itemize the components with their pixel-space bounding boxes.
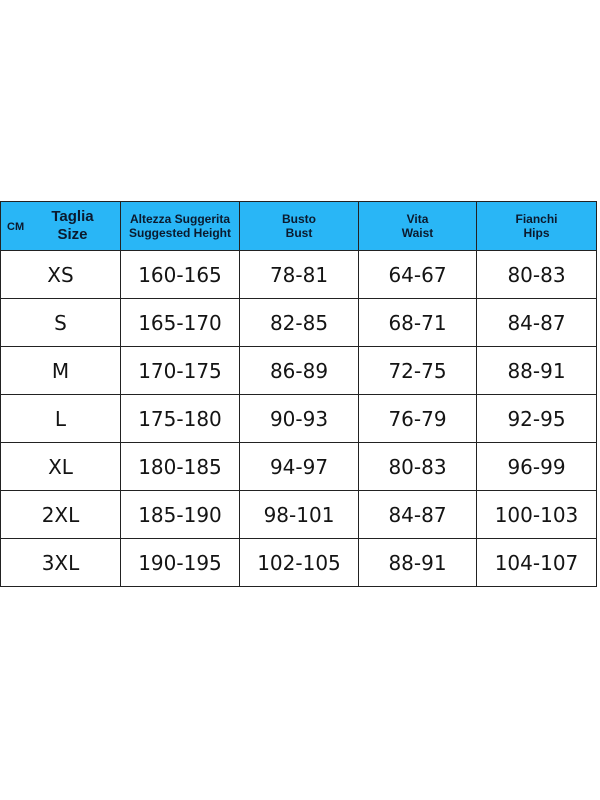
header-waist-line1: Vita [406,212,429,226]
header-hips-line2: Hips [523,226,550,240]
hips-cell: 84-87 [477,299,597,347]
bust-cell: 98-101 [240,491,359,539]
bust-cell: 82-85 [240,299,359,347]
header-hips [477,202,597,251]
table-row [1,395,597,443]
table-row [1,491,597,539]
table-row [1,251,597,299]
waist-cell: 68-71 [359,299,477,347]
height-cell: 180-185 [121,443,240,491]
bust-cell: 90-93 [240,395,359,443]
size-cell: XL [1,443,121,491]
header-bust-line1: Busto [282,212,316,226]
table-row [1,539,597,587]
waist-cell: 72-75 [359,347,477,395]
waist-cell: 76-79 [359,395,477,443]
waist-cell: 88-91 [359,539,477,587]
header-bust [240,202,359,251]
size-cell: 2XL [1,491,121,539]
header-waist [359,202,477,251]
header-waist-line2: Waist [401,226,434,240]
bust-cell: 86-89 [240,347,359,395]
height-cell: 170-175 [121,347,240,395]
hips-cell: 88-91 [477,347,597,395]
hips-cell: 80-83 [477,251,597,299]
table-header-row [1,202,597,251]
table-row [1,299,597,347]
hips-cell: 104-107 [477,539,597,587]
header-hips-line1: Fianchi [515,212,558,226]
bust-cell: 94-97 [240,443,359,491]
table-row [1,347,597,395]
height-cell: 165-170 [121,299,240,347]
header-size [1,202,121,251]
header-bust-line2: Bust [285,226,313,240]
table-row [1,443,597,491]
unit-label: CM [7,221,25,233]
header-height-line1: Altezza Suggerita [129,212,231,226]
size-chart-table [0,201,597,587]
size-cell: M [1,347,121,395]
waist-cell: 80-83 [359,443,477,491]
height-cell: 175-180 [121,395,240,443]
header-size-line2: Size [57,226,88,243]
waist-cell: 64-67 [359,251,477,299]
hips-cell: 92-95 [477,395,597,443]
bust-cell: 102-105 [240,539,359,587]
bust-cell: 78-81 [240,251,359,299]
hips-cell: 96-99 [477,443,597,491]
size-cell: 3XL [1,539,121,587]
height-cell: 160-165 [121,251,240,299]
size-cell: XS [1,251,121,299]
header-size-line1: Taglia [51,208,94,225]
header-height-line2: Suggested Height [128,226,231,240]
size-cell: L [1,395,121,443]
header-height [121,202,240,251]
height-cell: 185-190 [121,491,240,539]
height-cell: 190-195 [121,539,240,587]
size-cell: S [1,299,121,347]
hips-cell: 100-103 [477,491,597,539]
waist-cell: 84-87 [359,491,477,539]
